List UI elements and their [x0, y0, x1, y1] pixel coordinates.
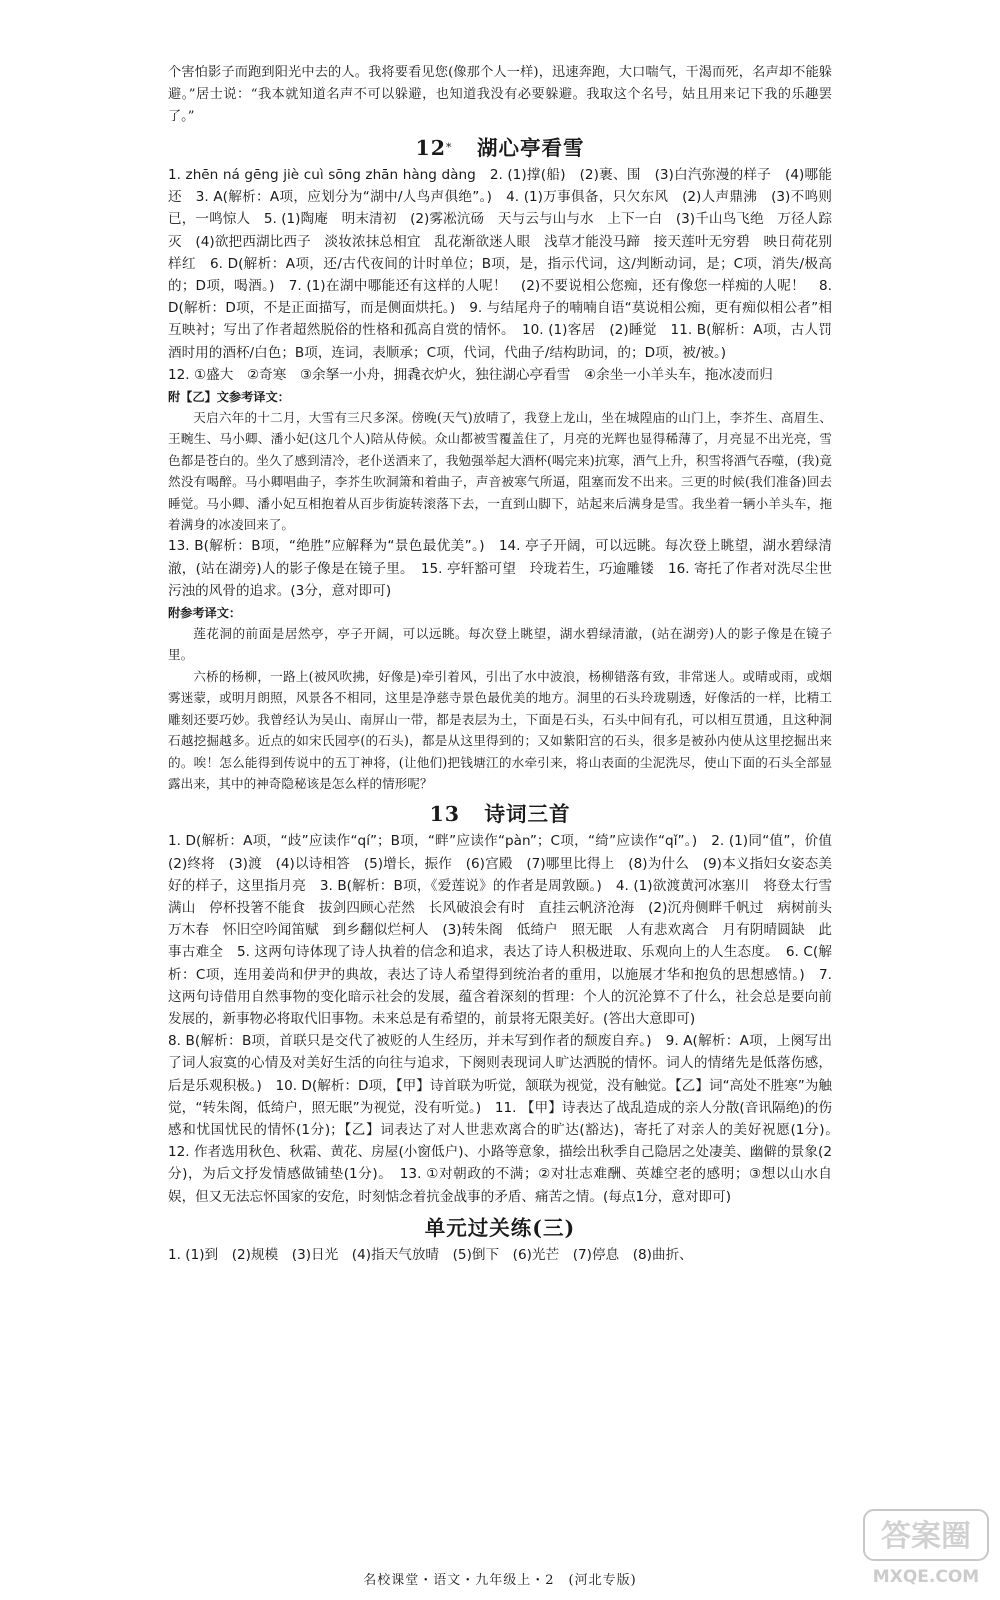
- unit-review-answers: 1. (1)到 (2)规模 (3)日光 (4)指天气放晴 (5)倒下 (6)光芒 (7)停息 (8)曲折、: [168, 1246, 693, 1263]
- section-12-ref1-text: 天启六年的十二月，大雪有三尺多深。傍晚(天气)放晴了，我登上龙山，坐在城隍庙的山门上，李芥生、高眉生、王畹生、马小卿、潘小妃(这几个人)陪从侍候。众山都被雪覆盖住了，月亮的光辉也显得稀薄了，月亮显不出光亮，雪色都是苍白的。坐久了感到清冷，老仆送酒来了，我勉强举起大酒杯(喝完来)抗寒，酒气上升，积雪将酒气吞噬，(我)竟然没有喝醉。马小卿唱曲子，李芥生吹洞箫和着曲子，声音被寒气所逼，阻塞而发不出来。三更的时候(我们准备)回去睡觉。马小卿、潘小妃互相抱着从百步街旋转滚落下去，一直到山脚下，站起来后满身是雪。我坐着一辆小羊头车，拖着满身的冰凌回来了。: [168, 410, 832, 533]
- section-12-answers-2: 12. ①盛大 ②奇寒 ③余拏一小舟，拥毳衣炉火，独往湖心亭看雪 ④余坐一小羊头车，拖冰凌而归: [168, 366, 773, 383]
- answer-page: [168, 62, 846, 1588]
- unit-review-title: 单元过关练(三): [424, 1215, 576, 1240]
- section-13-answers-2: 8. B(解析：B项，首联只是交代了被贬的人生经历，并未写到作者的颓废自弃。) 9. A(解析：A项，上阕写出了词人寂寞的心情及对美好生活的向往与追求，下阕则表现词人旷达洒脱的情怀。词人的情绪先是低落伤感，后是乐观积极。) 10. D(解析：D项，【甲】诗首联为听觉，颔联为视觉，没有触觉。【乙】词“高处不胜寒”为触觉，“转朱阁，低绮户，照无眠”为视觉，没有听觉。) 11. 【甲】诗表达了战乱造成的亲人分散(音讯隔绝)的伤感和忧国忧民的情怀(1分)；【乙】词表达了对人世悲欢离合的旷达(豁达)，寄托了对亲人的美好祝愿(1分)。 12. 作者选用秋色、秋霜、黄花、房屋(小窗低户)、小路等意象，描绘出秋季自己隐居之处凄美、幽僻的景象(2分)，为后文抒发情感做铺垫(1分)。 13. ①对朝政的不满；②对壮志难酬、英雄空老的感明；③想以山水自娱，但又无法忘怀国家的安危，时刻惦念着抗金战事的矛盾、痛苦之情。(每点1分，意对即可): [168, 1033, 846, 1205]
- section-12-ref2-para-2: 六桥的杨柳，一路上(被风吹拂，好像是)牵引着风，引出了水中波浪，杨柳错落有致，非常迷人。或晴或雨，或烟雾迷蒙，或明月朗照，风景各不相同，这里是净慈寺景色最优美的地方。洞里的石头玲珑剔透，好像活的一样，比精工雕刻还要巧妙。我曾经认为吴山、南屏山一带，都是表层为土，下面是石头，石头中间有孔，可以相互贯通，且这种洞石越挖掘越多。近点的如宋氏园亭(的石头)，都是从这里得到的；又如紫阳宫的石头，很多是被孙内使从这里挖掘出来的。唉！怎么能得到传说中的五丁神将，(让他们)把钱塘江的水牵引来，将山表面的尘泥洗尽，使山下面的石头全部显露出来，其中的神奇隐秘该是怎么样的情形呢？: [168, 668, 832, 791]
- section-12-answers-3: 13. B(解析：B项，“绝胜”应解释为“景色最优美”。) 14. 亭子开阔，可以远眺。每次登上眺望，湖水碧绿清澈，(站在湖旁)人的影子像是在镜子里。 15. 亭轩豁可望 玲珑若生，巧逾雕镂 16. 寄托了作者对洗尽尘世污浊的风骨的追求。(3分，意对即可): [168, 538, 832, 599]
- section-13-number: 13: [429, 802, 461, 827]
- watermark-bottom-text: MXQE.COM: [872, 1567, 980, 1587]
- section-12-ref2-para-1: 莲花洞的前面是居然亭，亭子开阔，可以远眺。每次登上眺望，湖水碧绿清澈，(站在湖旁)人的影子像是在镜子里。: [168, 626, 832, 663]
- section-12-answers-1: 1. zhēn ná gēng jiè cuì sōng zhān hàng dàng 2. (1)撑(船) (2)裹、围 (3)白汽弥漫的样子 (4)哪能 还 3. A(解析：A项，应划分为“湖中/人鸟声俱绝”。) 4. (1)万事俱备，只欠东风 (2)人声鼎沸 (3)不鸣则已，一鸣惊人 5. (1)陶庵 明末清初 (2)雾凇沆砀 天与云与山与水 上下一白 (3)千山鸟飞绝 万径人踪灭 (4)欲把西湖比西子 淡妆浓抹总相宜 乱花渐欲迷人眼 浅草才能没马蹄 接天莲叶无穷碧 映日荷花别样红 6. D(解析：A项，还/古代夜间的计时单位；B项，是，指示代词，这/判断动词，是；C项，消失/极高的；D项，喝酒。) 7. (1)在湖中哪能还有这样的人呢！ (2)不要说相公您痴，还有像您一样痴的人呢！ 8. D(解析：D项，不是正面描写，而是侧面烘托。) 9. 与结尾舟子的喃喃自语“莫说相公痴，更有痴似相公者”相互映衬；写出了作者超然脱俗的性格和孤高自赏的情怀。 10. (1)客居 (2)睡觉 11. B(解析：A项，古人罚酒时用的酒杯/白色；B项，连词，表顺承；C项，代词，代曲子/结构助词，的；D项，被/被。): [168, 167, 846, 361]
- section-12-title: [168, 134, 832, 162]
- section-12-mark: *: [446, 141, 453, 154]
- section-13-title: [168, 800, 832, 828]
- intro-paragraph: 个害怕影子而跑到阳光中去的人。我将要看见您(像那个人一样)，迅速奔跑，大口喘气，干渴而死，名声却不能躲避。”居士说：“我本就知道名声不可以躲避，也知道我没有必要躲避。我取这个名号，姑且用来记下我的乐趣罢了。”: [168, 65, 832, 124]
- section-12-ref1-heading: 附【乙】文参考译文：: [168, 390, 290, 405]
- section-13-answers-1: 1. D(解析：A项，“歧”应读作“qí”；B项，“畔”应读作“pàn”；C项，“绮”应读作“qǐ”。) 2. (1)同“值”，价值 (2)终将 (3)渡 (4)以诗相答 (5)增长，振作 (6)宫殿 (7)哪里比得上 (8)为什么 (9)本义指妇女姿态美好的样子，这里指月亮 3. B(解析：B项，《爱莲说》的作者是周敦颐。) 4. (1)欲渡黄河冰塞川 将登太行雪满山 停杯投箸不能食 拔剑四顾心茫然 长风破浪会有时 直挂云帆济沧海 (2)沉舟侧畔千帆过 病树前头万木春 怀旧空吟闻笛赋 到乡翻似烂柯人 (3)转朱阁 低绮户 照无眠 人有悲欢离合 月有阴晴圆缺 此事古难全 5. 这两句诗体现了诗人执着的信念和追求，表达了诗人积极进取、乐观向上的人生态度。 6. C(解析：C项，连用姜尚和伊尹的典故，表达了诗人希望得到统治者的重用，以施展才华和抱负的思想感情。) 7. 这两句诗借用自然事物的变化暗示社会的发展，蕴含着深刻的哲理：个人的沉沦算不了什么，社会总是要向前发展的，新事物必将取代旧事物。未来总是有希望的，前景将无限美好。(答出大意即可): [168, 833, 846, 1027]
- section-13-title-text: 诗词三首: [484, 802, 571, 827]
- watermark-top-text: 答案圈: [881, 1519, 971, 1554]
- section-12-ref2-heading: 附参考译文：: [168, 606, 242, 621]
- watermark-logo: [862, 1508, 990, 1590]
- section-12-number: 12: [415, 136, 447, 160]
- section-12-title-text: 湖心亭看雪: [476, 136, 585, 160]
- page-footer: 名校课堂・语文・九年级上・2 (河北专版): [363, 1573, 637, 1588]
